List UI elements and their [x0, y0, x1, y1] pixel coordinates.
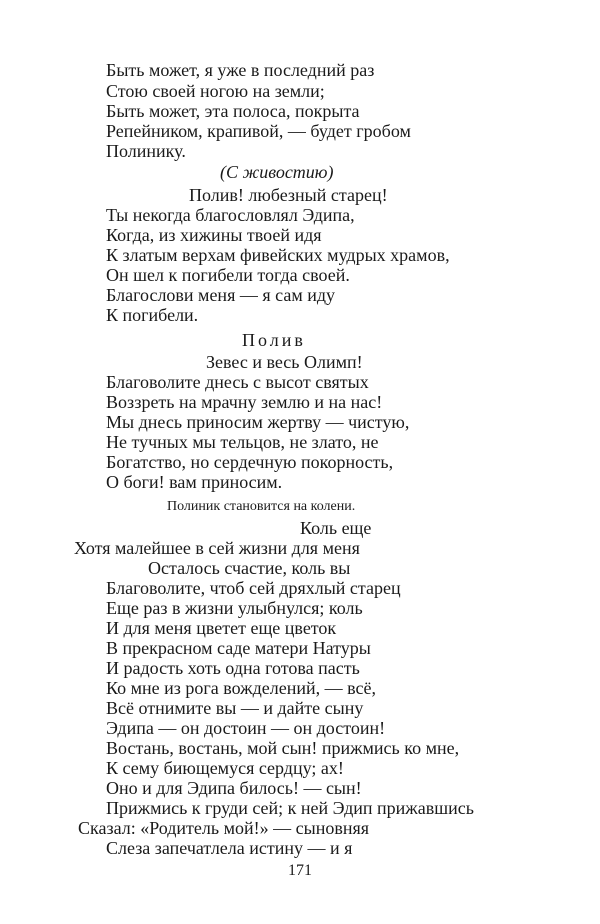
speaker-name: Полив	[242, 330, 306, 350]
verse-line: Полив! любезный старец!	[189, 185, 388, 205]
verse-line: Благослови меня — я сам иду	[106, 285, 336, 305]
verse-line: Всё отнимите вы — и дайте сыну	[106, 698, 364, 718]
verse-line: Мы днесь приносим жертву — чистую,	[106, 412, 410, 432]
verse-line: Богатство, но сердечную покорность,	[106, 452, 394, 472]
verse-line: Хотя малейшее в сей жизни для меня	[74, 538, 360, 558]
stage-direction: Полиник становится на колени.	[167, 499, 356, 514]
verse-line: Воззреть на мрачну землю и на нас!	[106, 392, 383, 412]
verse-line: Оно и для Эдипа билось! — сын!	[106, 778, 362, 798]
verse-line: Ко мне из рога вожделений, — всё,	[106, 678, 376, 698]
verse-line: Коль еще	[300, 518, 372, 538]
verse-line: Когда, из хижины твоей идя	[106, 225, 322, 245]
verse-line: Еще раз в жизни улыбнулся; коль	[106, 598, 363, 618]
stage-direction: (С живостию)	[220, 162, 334, 182]
verse-line: Прижмись к груди сей; к ней Эдип прижавшись	[106, 798, 474, 818]
verse-line: Он шел к погибели тогда своей.	[106, 265, 350, 285]
verse-line: Полинику.	[106, 141, 186, 161]
verse-line: И для меня цветет еще цветок	[106, 618, 337, 638]
verse-line: Ты некогда благословлял Эдипа,	[106, 205, 355, 225]
verse-line: И радость хоть одна готова пасть	[106, 658, 360, 678]
verse-line: Благоволите днесь с высот святых	[106, 372, 369, 392]
verse-line: Быть может, эта полоса, покрыта	[106, 101, 360, 121]
verse-line: Зевес и весь Олимп!	[206, 352, 363, 372]
verse-line: Осталось счастие, коль вы	[148, 558, 351, 578]
verse-line: К сему биющемуся сердцу; ах!	[106, 758, 344, 778]
verse-line: В прекрасном саде матери Натуры	[106, 638, 371, 658]
verse-line: Сказал: «Родитель мой!» — сыновняя	[78, 818, 370, 838]
verse-line: Не тучных мы тельцов, не злато, не	[106, 432, 379, 452]
verse-line: Благоволите, чтоб сей дряхлый старец	[106, 578, 401, 598]
verse-line: О боги! вам приносим.	[106, 472, 283, 492]
page-number: 171	[288, 862, 312, 879]
verse-line: Эдипа — он достоин — он достоин!	[106, 718, 386, 738]
verse-line: К погибели.	[106, 305, 199, 325]
verse-line: Стою своей ногою на земли;	[106, 81, 325, 101]
verse-line: Быть может, я уже в последний раз	[106, 60, 375, 80]
verse-line: Слеза запечатлела истину — и я	[106, 838, 353, 858]
verse-line: К златым верхам фивейских мудрых храмов,	[106, 245, 450, 265]
verse-line: Репейником, крапивой, — будет гробом	[106, 121, 411, 141]
verse-line: Востань, востань, мой сын! прижмись ко мне,	[106, 738, 460, 758]
